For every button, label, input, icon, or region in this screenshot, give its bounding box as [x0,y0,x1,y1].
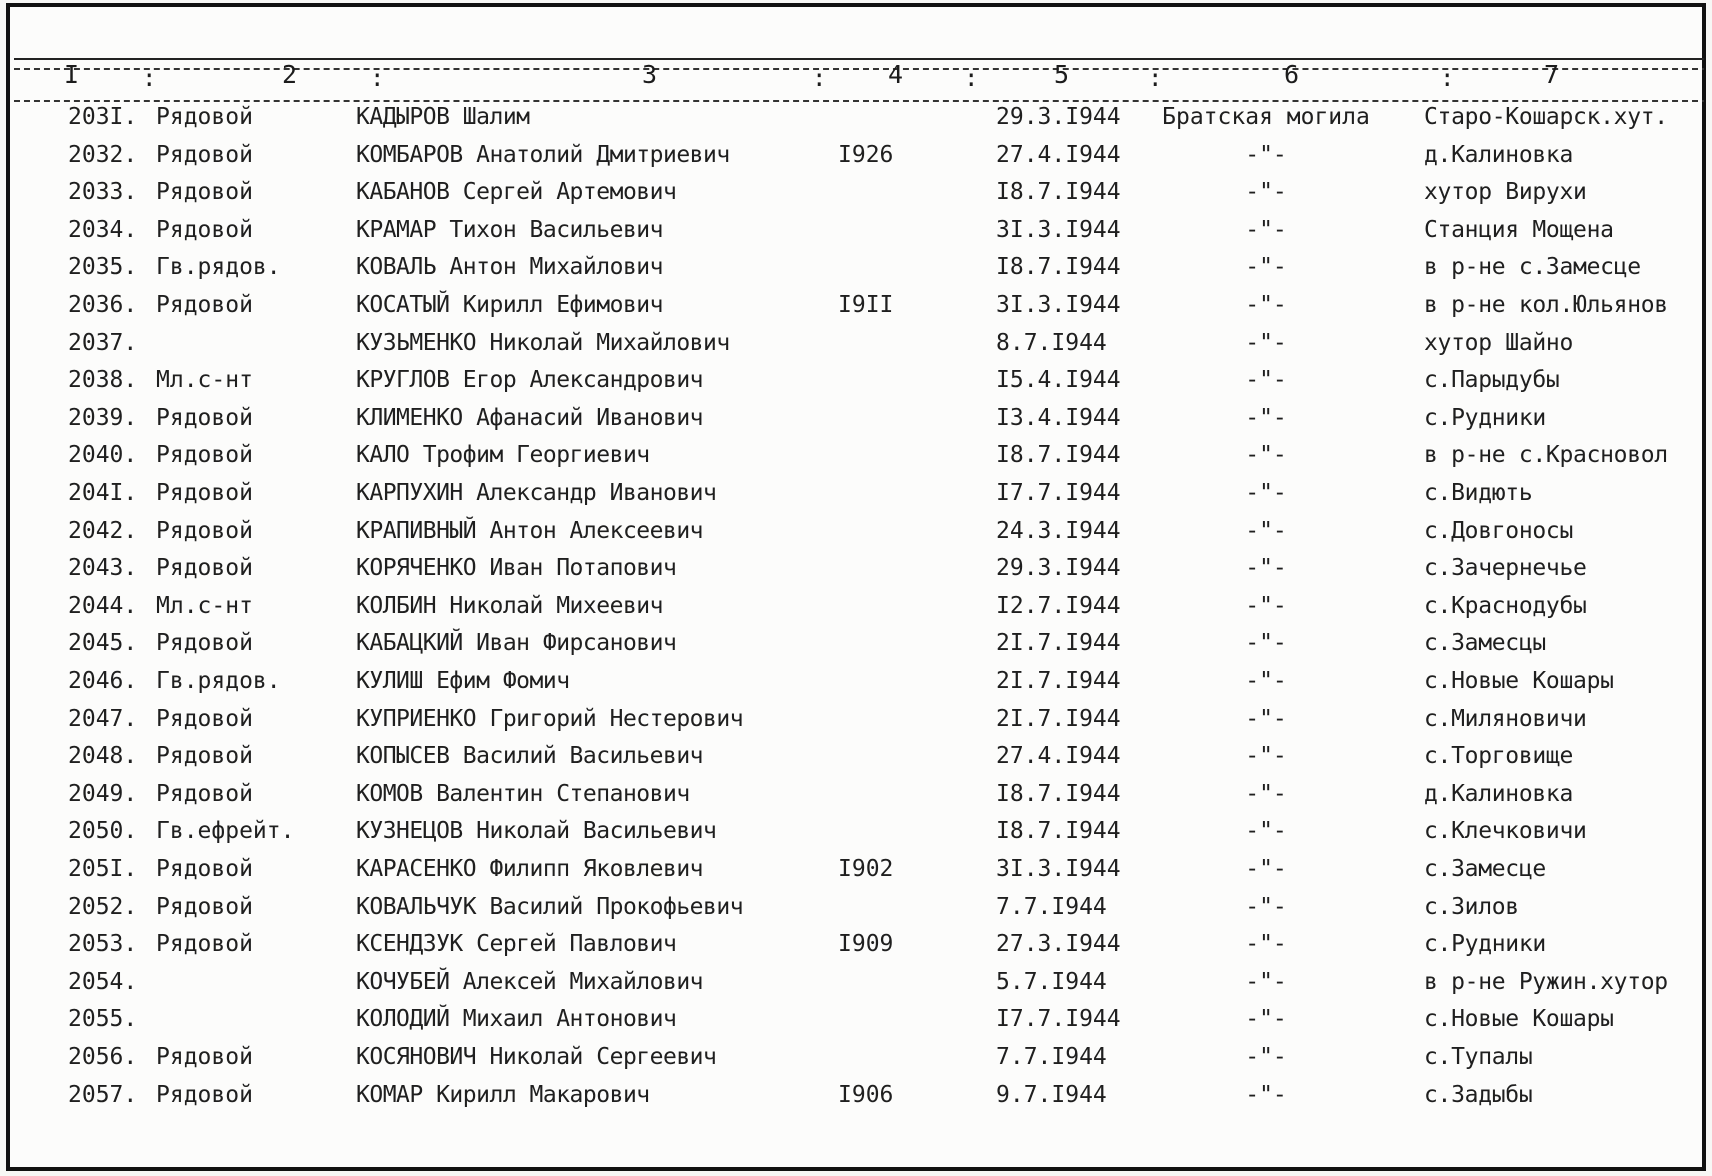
burial-place-cell: с.Миляновичи [1424,705,1587,732]
burial-type-cell: -"- [1245,1044,1287,1070]
burial-type-cell: -"- [1245,442,1287,469]
burial-place-cell: с.Замесцы [1424,630,1546,657]
table-row [0,367,1704,403]
full-name-cell: КСЕНДЗУК Сергей Павлович [356,931,677,958]
table-row [0,518,1704,554]
record-number: 2054. [68,968,138,995]
death-date-cell: 7.7.I944 [996,1044,1107,1070]
full-name-cell: КУЗНЕЦОВ Николай Васильевич [356,818,717,845]
table-row [0,1006,1704,1042]
table-row [0,1082,1704,1118]
burial-type-cell: -"- [1245,592,1287,619]
full-name-cell: КОЛОДИЙ Михаил Антонович [356,1006,677,1033]
burial-type-cell: -"- [1245,818,1287,845]
rank-cell: Рядовой [156,856,253,882]
column-separator: : [142,64,157,92]
full-name-cell: КОВАЛЬ Антон Михайлович [356,254,663,281]
death-date-cell: 27.4.I944 [996,141,1121,168]
death-date-cell: 9.7.I944 [996,1081,1107,1108]
burial-type-cell: -"- [1245,329,1287,356]
death-date-cell: 27.4.I944 [996,743,1121,770]
record-number: 2052. [68,893,138,920]
burial-type-cell: -"- [1245,367,1287,394]
record-number: 2035. [68,254,138,281]
birth-year-cell: I9II [838,292,894,318]
rank-cell: Рядовой [156,1044,253,1070]
full-name-cell: КАБАНОВ Сергей Артемович [356,179,677,206]
burial-place-cell: хутор Шайно [1424,329,1574,356]
burial-place-cell: с.Тупалы [1424,1044,1533,1070]
burial-type-cell: -"- [1245,480,1287,506]
burial-type-cell: -"- [1245,1006,1287,1033]
burial-place-cell: в р-не с.Красновол [1424,442,1668,469]
header-bottom-rule [14,100,1704,102]
rank-cell: Рядовой [156,216,253,243]
rank-cell: Рядовой [156,517,253,544]
column-separator: : [370,64,385,92]
death-date-cell: 27.3.I944 [996,931,1121,958]
table-row [0,142,1704,178]
record-number: 2044. [68,592,138,619]
full-name-cell: КУЗЬМЕНКО Николай Михайлович [356,329,730,356]
table-row [0,292,1704,328]
burial-type-cell: -"- [1245,630,1287,657]
record-number: 2046. [68,668,138,694]
record-number: 204I. [68,480,138,506]
record-number: 2036. [68,292,138,318]
record-number: 2045. [68,630,138,657]
record-number: 2037. [68,329,138,356]
burial-place-cell: Старо-Кошарск.хут. [1424,104,1668,130]
burial-place-cell: с.Зачернечье [1424,555,1587,582]
burial-place-cell: хутор Вирухи [1424,179,1587,206]
table-row [0,781,1704,817]
full-name-cell: КАЛО Трофим Георгиевич [356,442,650,469]
death-date-cell: I7.7.I944 [996,480,1121,506]
death-date-cell: I8.7.I944 [996,442,1121,469]
column-header-5: 5 [1054,60,1070,89]
record-number: 205I. [68,856,138,882]
full-name-cell: КРУГЛОВ Егор Александрович [356,367,704,394]
record-number: 2047. [68,705,138,732]
burial-place-cell: в р-не Ружин.хутор [1424,968,1668,995]
burial-type-cell: -"- [1245,931,1287,958]
rank-cell: Рядовой [156,104,253,130]
death-date-cell: 29.3.I944 [996,104,1121,130]
burial-place-cell: Станция Мощена [1424,216,1614,243]
burial-type-cell: -"- [1245,1081,1287,1108]
column-header-1: I [64,60,80,89]
burial-type-cell: -"- [1245,668,1287,694]
table-row [0,743,1704,779]
death-date-cell: I8.7.I944 [996,818,1121,845]
full-name-cell: КАБАЦКИЙ Иван Фирсанович [356,630,677,657]
table-row [0,405,1704,441]
death-date-cell: 2I.7.I944 [996,630,1121,657]
death-date-cell: I2.7.I944 [996,592,1121,619]
full-name-cell: КОПЫСЕВ Василий Васильевич [356,743,704,770]
table-row [0,1044,1704,1080]
full-name-cell: КАРАСЕНКО Филипп Яковлевич [356,856,704,882]
burial-place-cell: с.Парыдубы [1424,367,1560,394]
death-date-cell: 2I.7.I944 [996,705,1121,732]
full-name-cell: КАДЫРОВ Шалим [356,104,530,130]
record-number: 2053. [68,931,138,958]
death-date-cell: I3.4.I944 [996,404,1121,431]
rank-cell: Рядовой [156,630,253,657]
table-row [0,480,1704,516]
full-name-cell: КУЛИШ Ефим Фомич [356,668,570,694]
burial-type-cell: -"- [1245,555,1287,582]
rank-cell: Рядовой [156,141,253,168]
burial-place-cell: в р-не кол.Юльянов [1424,292,1668,318]
rank-cell: Рядовой [156,292,253,318]
top-rule [14,58,1704,60]
full-name-cell: КОСЯНОВИЧ Николай Сергеевич [356,1044,717,1070]
burial-type-cell: Братская могила [1162,104,1370,130]
table-row [0,931,1704,967]
rank-cell: Рядовой [156,743,253,770]
table-row [0,254,1704,290]
column-header-2: 2 [282,60,298,89]
full-name-cell: КРАМАР Тихон Васильевич [356,216,663,243]
birth-year-cell: I909 [838,931,894,958]
death-date-cell: 8.7.I944 [996,329,1107,356]
death-date-cell: I8.7.I944 [996,179,1121,206]
record-number: 203I. [68,104,138,130]
burial-type-cell: -"- [1245,216,1287,243]
rank-cell: Рядовой [156,780,253,807]
record-number: 2039. [68,404,138,431]
table-row [0,818,1704,854]
record-number: 2049. [68,780,138,807]
burial-place-cell: с.Краснодубы [1424,592,1587,619]
full-name-cell: КОВАЛЬЧУК Василий Прокофьевич [356,893,744,920]
death-date-cell: 5.7.I944 [996,968,1107,995]
rank-cell: Рядовой [156,893,253,920]
death-date-cell: 2I.7.I944 [996,668,1121,694]
birth-year-cell: I902 [838,856,894,882]
table-row [0,969,1704,1005]
full-name-cell: КОСАТЫЙ Кирилл Ефимович [356,292,663,318]
burial-place-cell: с.Довгоносы [1424,517,1574,544]
burial-place-cell: с.Клечковичи [1424,818,1587,845]
rank-cell: Гв.ефрейт. [156,818,295,845]
full-name-cell: КАРПУХИН Александр Иванович [356,480,717,506]
column-header-3: 3 [642,60,658,89]
death-date-cell: 29.3.I944 [996,555,1121,582]
record-number: 2055. [68,1006,138,1033]
column-separator: : [812,64,827,92]
burial-type-cell: -"- [1245,856,1287,882]
rank-cell: Рядовой [156,1081,253,1108]
rank-cell: Гв.рядов. [156,254,281,281]
burial-type-cell: -"- [1245,179,1287,206]
burial-type-cell: -"- [1245,292,1287,318]
death-date-cell: I7.7.I944 [996,1006,1121,1033]
burial-place-cell: д.Калиновка [1424,780,1574,807]
rank-cell: Рядовой [156,480,253,506]
record-number: 2038. [68,367,138,394]
rank-cell: Рядовой [156,179,253,206]
table-row [0,706,1704,742]
burial-place-cell: в р-не с.Замесце [1424,254,1641,281]
death-date-cell: 3I.3.I944 [996,216,1121,243]
rank-cell: Гв.рядов. [156,668,281,694]
rank-cell: Рядовой [156,555,253,582]
birth-year-cell: I926 [838,141,894,168]
death-date-cell: 7.7.I944 [996,893,1107,920]
burial-type-cell: -"- [1245,893,1287,920]
column-separator: : [1148,64,1163,92]
death-date-cell: I8.7.I944 [996,254,1121,281]
burial-type-cell: -"- [1245,780,1287,807]
burial-place-cell: с.Видють [1424,480,1533,506]
full-name-cell: КОМАР Кирилл Макарович [356,1081,650,1108]
burial-place-cell: с.Торговище [1424,743,1574,770]
burial-type-cell: -"- [1245,517,1287,544]
full-name-cell: КОМОВ Валентин Степанович [356,780,690,807]
burial-type-cell: -"- [1245,705,1287,732]
burial-place-cell: с.Рудники [1424,931,1546,958]
table-row [0,217,1704,253]
death-date-cell: 24.3.I944 [996,517,1121,544]
record-number: 2043. [68,555,138,582]
table-row [0,330,1704,366]
full-name-cell: КУПРИЕНКО Григорий Нестерович [356,705,744,732]
table-row [0,593,1704,629]
full-name-cell: КЛИМЕНКО Афанасий Иванович [356,404,704,431]
death-date-cell: 3I.3.I944 [996,292,1121,318]
burial-place-cell: с.Новые Кошары [1424,668,1614,694]
burial-place-cell: с.Рудники [1424,404,1546,431]
full-name-cell: КОЧУБЕЙ Алексей Михайлович [356,968,704,995]
full-name-cell: КРАПИВНЫЙ Антон Алексеевич [356,517,704,544]
table-row [0,668,1704,704]
burial-place-cell: с.Задыбы [1424,1081,1533,1108]
record-number: 2050. [68,818,138,845]
burial-place-cell: с.Замесце [1424,856,1546,882]
burial-place-cell: д.Калиновка [1424,141,1574,168]
rank-cell: Мл.с-нт [156,367,253,394]
death-date-cell: 3I.3.I944 [996,856,1121,882]
table-row [0,104,1704,140]
table-row [0,442,1704,478]
record-number: 2033. [68,179,138,206]
column-separator: : [964,64,979,92]
death-date-cell: I8.7.I944 [996,780,1121,807]
rank-cell: Рядовой [156,404,253,431]
full-name-cell: КОМБАРОВ Анатолий Дмитриевич [356,141,730,168]
full-name-cell: КОЛБИН Николай Михеевич [356,592,663,619]
column-separator: : [1440,64,1455,92]
record-number: 2034. [68,216,138,243]
record-number: 2042. [68,517,138,544]
rank-cell: Рядовой [156,705,253,732]
table-row [0,179,1704,215]
burial-type-cell: -"- [1245,141,1287,168]
column-header-4: 4 [888,60,904,89]
rank-cell: Мл.с-нт [156,592,253,619]
burial-type-cell: -"- [1245,968,1287,995]
burial-type-cell: -"- [1245,254,1287,281]
record-number: 2057. [68,1081,138,1108]
column-header-7: 7 [1544,60,1560,89]
death-date-cell: I5.4.I944 [996,367,1121,394]
column-header-6: 6 [1284,60,1300,89]
table-row [0,856,1704,892]
rank-cell: Рядовой [156,931,253,958]
table-row [0,894,1704,930]
record-number: 2032. [68,141,138,168]
burial-type-cell: -"- [1245,743,1287,770]
full-name-cell: КОРЯЧЕНКО Иван Потапович [356,555,677,582]
burial-place-cell: с.Зилов [1424,893,1519,920]
record-number: 2048. [68,743,138,770]
table-row [0,555,1704,591]
burial-place-cell: с.Новые Кошары [1424,1006,1614,1033]
record-number: 2040. [68,442,138,469]
table-row [0,630,1704,666]
burial-type-cell: -"- [1245,404,1287,431]
birth-year-cell: I906 [838,1081,894,1108]
record-number: 2056. [68,1044,138,1070]
rank-cell: Рядовой [156,442,253,469]
